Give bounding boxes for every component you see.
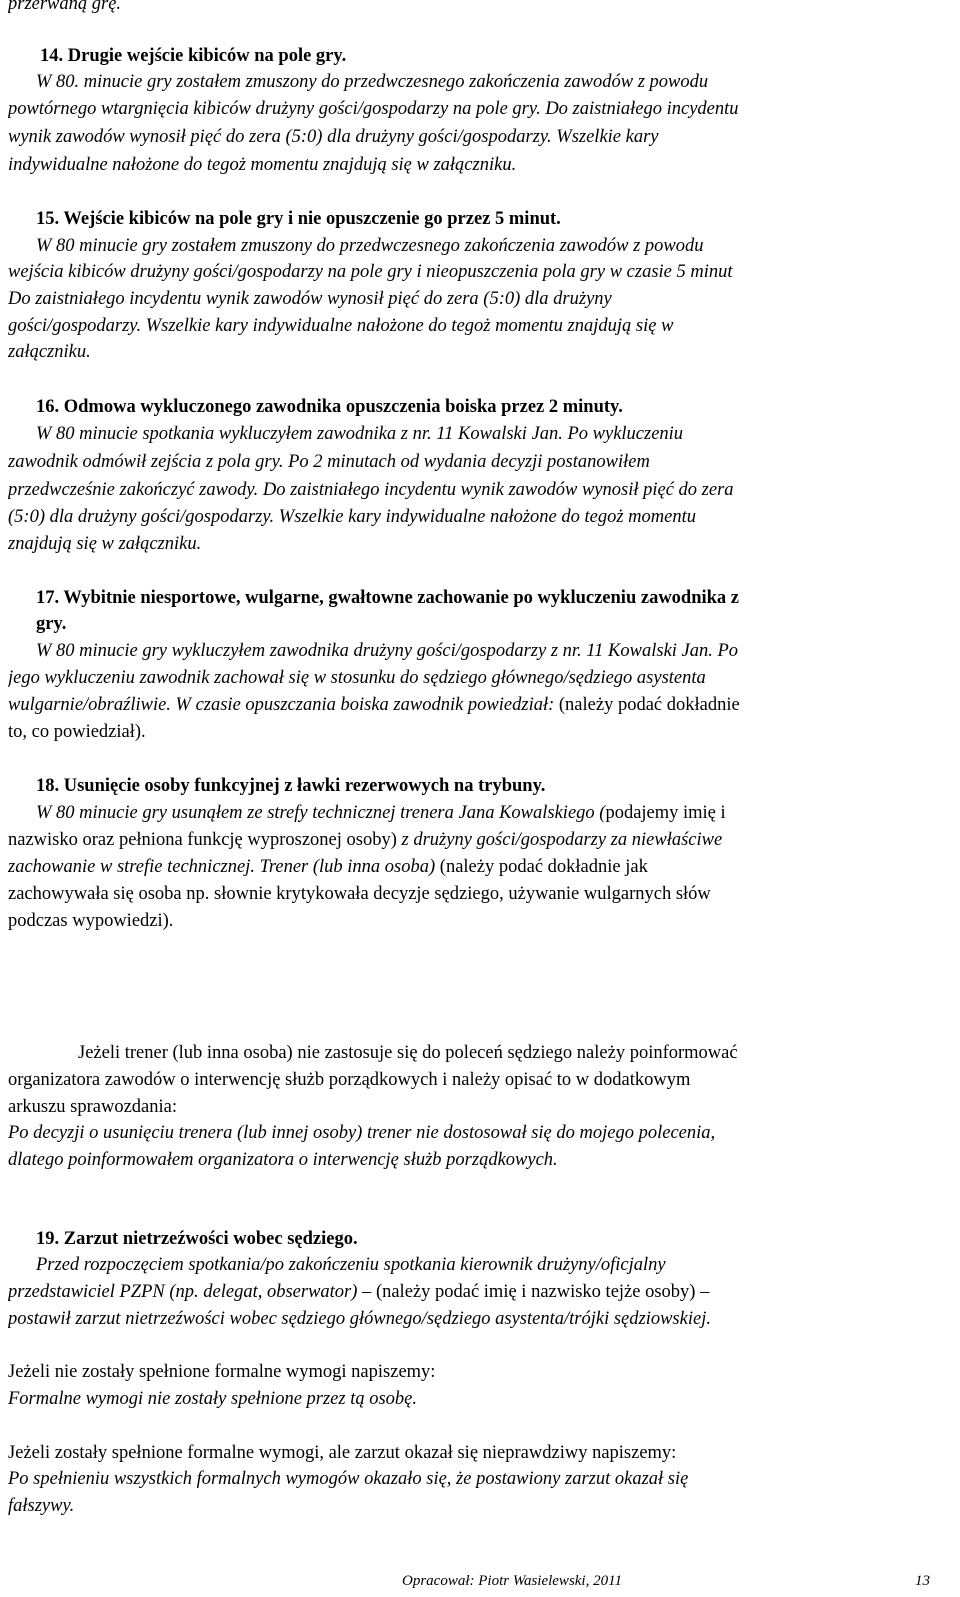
section-16-line: przedwcześnie zakończyć zawody. Do zaistniałego incydentu wynik zawodów wynosił pięć do zera: [8, 480, 734, 500]
section-15-line: załączniku.: [8, 342, 91, 362]
section-18-text: zachowanie w strefie technicznej. Trener (lub inna osoba): [8, 857, 436, 877]
intervention-line: organizatora zawodów o interwencję służb porządkowych i należy opisać to w dodatkowym: [8, 1070, 691, 1090]
section-17-line: W 80 minucie gry wykluczyłem zawodnika drużyny gości/gospodarzy z nr. 11 Kowalski Jan. Po: [36, 641, 739, 661]
not-met-intro: Jeżeli nie zostały spełnione formalne wymogi napiszemy:: [8, 1362, 436, 1382]
section-18-instruction: nazwisko oraz pełniona funkcję wyproszonej osoby): [8, 830, 397, 850]
section-16-line: W 80 minucie spotkania wykluczyłem zawodnika z nr. 11 Kowalski Jan. Po wykluczeniu: [36, 424, 684, 444]
section-14-line: indywidualne nałożone do tegoż momentu znajdują się w załączniku.: [8, 155, 517, 175]
section-15-heading: 15. Wejście kibiców na pole gry i nie opuszczenie go przez 5 minut.: [36, 209, 561, 229]
section-19-heading: 19. Zarzut nietrzeźwości wobec sędziego.: [36, 1229, 358, 1249]
section-15-line: gości/gospodarzy. Wszelkie kary indywidualne nałożone do tegoż momentu znajdują się w: [8, 316, 674, 336]
section-17-line: jego wykluczeniu zawodnik zachował się w stosunku do sędziego głównego/sędziego asystenta: [8, 668, 706, 688]
section-19-line: [8, 1279, 960, 1307]
intervention-example-line: dlatego poinformowałem organizatora o interwencję służb porządkowych.: [8, 1150, 558, 1170]
section-19-instruction: (należy podać imię i nazwisko tejże osoby) –: [375, 1282, 710, 1302]
section-16-line: (5:0) dla drużyny gości/gospodarzy. Wszelkie kary indywidualne nałożone do tegoż momentu: [8, 507, 696, 527]
section-14-heading: 14. Drugie wejście kibiców na pole gry.: [40, 46, 347, 66]
footer-author: Opracował: Piotr Wasielewski, 2011: [402, 1573, 622, 1589]
section-18-line: podczas wypowiedzi).: [8, 911, 174, 931]
page-footer: [0, 1570, 960, 1594]
met-intro: Jeżeli zostały spełnione formalne wymogi, ale zarzut okazał się nieprawdziwy napiszemy:: [8, 1443, 677, 1463]
section-18-instruction: podajemy imię i: [605, 803, 726, 823]
section-18-line: [8, 827, 960, 855]
section-14-line: wynik zawodów wynosił pięć do zera (5:0) dla drużyny gości/gospodarzy. Wszelkie kary: [8, 127, 659, 147]
section-18-text: z drużyny gości/gospodarzy za niewłaściwe: [396, 830, 723, 850]
met-text-line: Po spełnieniu wszystkich formalnych wymogów okazało się, że postawiony zarzut okazał się: [8, 1469, 689, 1489]
met-text-line: fałszywy.: [8, 1496, 75, 1516]
section-17-instruction: (należy podać dokładnie: [558, 695, 740, 715]
not-met-text: Formalne wymogi nie zostały spełnione przez tą osobę.: [8, 1389, 418, 1409]
section-15-line: W 80 minucie gry zostałem zmuszony do przedwczesnego zakończenia zawodów z powodu: [36, 236, 704, 256]
section-17-line: [8, 692, 960, 720]
section-17-heading: 17. Wybitnie niesportowe, wulgarne, gwałtowne zachowanie po wykluczeniu zawodnika z: [36, 588, 740, 608]
section-17-line: to, co powiedział).: [8, 722, 146, 742]
continued-text: przerwaną grę.: [8, 0, 122, 14]
intervention-line: Jeżeli trener (lub inna osoba) nie zastosuje się do poleceń sędziego należy poinformować: [78, 1043, 738, 1063]
section-16-line: znajdują się w załączniku.: [8, 534, 202, 554]
section-16-line: zawodnik odmówił zejścia z pola gry. Po 2 minutach od wydania decyzji postanowiłem: [8, 452, 650, 472]
section-17-heading-cont: gry.: [36, 614, 67, 634]
intervention-example-line: Po decyzji o usunięciu trenera (lub innej osoby) trener nie dostosował się do mojego polecenia,: [8, 1123, 716, 1143]
section-18-line: [8, 854, 960, 882]
intervention-line: arkuszu sprawozdania:: [8, 1097, 178, 1117]
section-15-line: wejścia kibiców drużyny gości/gospodarzy na pole gry i nieopuszczenia pola gry w czasie 5 minut: [8, 262, 733, 282]
section-18-line: [36, 800, 960, 828]
section-15-line: Do zaistniałego incydentu wynik zawodów wynosił pięć do zera (5:0) dla drużyny: [8, 289, 612, 309]
section-16-heading: 16. Odmowa wykluczonego zawodnika opuszczenia boiska przez 2 minuty.: [36, 397, 623, 417]
section-18-line: zachowywała się osoba np. słownie krytykowała decyzje sędziego, używanie wulgarnych słów: [8, 884, 711, 904]
section-14-line: W 80. minucie gry zostałem zmuszony do przedwczesnego zakończenia zawodów z powodu: [36, 72, 709, 92]
section-19-line: postawił zarzut nietrzeźwości wobec sędziego głównego/sędziego asystenta/trójki sędziowskiej.: [8, 1309, 711, 1329]
section-17-quote-intro: wulgarnie/obraźliwie. W czasie opuszczania boiska zawodnik powiedział:: [8, 695, 555, 715]
section-14-line: powtórnego wtargnięcia kibiców drużyny gości/gospodarzy na pole gry. Do zaistniałego incydentu: [8, 99, 739, 119]
section-19-text: przedstawiciel PZPN (np. delegat, obserwator) –: [8, 1282, 376, 1302]
section-18-text: W 80 minucie gry usunąłem ze strefy technicznej trenera Jana Kowalskiego (: [36, 803, 606, 823]
section-18-heading: 18. Usunięcie osoby funkcyjnej z ławki rezerwowych na trybuny.: [36, 776, 546, 796]
section-18-instruction: (należy podać dokładnie jak: [435, 857, 648, 877]
page-number: 13: [915, 1573, 930, 1589]
section-19-line: Przed rozpoczęciem spotkania/po zakończeniu spotkania kierownik drużyny/oficjalny: [36, 1255, 666, 1275]
